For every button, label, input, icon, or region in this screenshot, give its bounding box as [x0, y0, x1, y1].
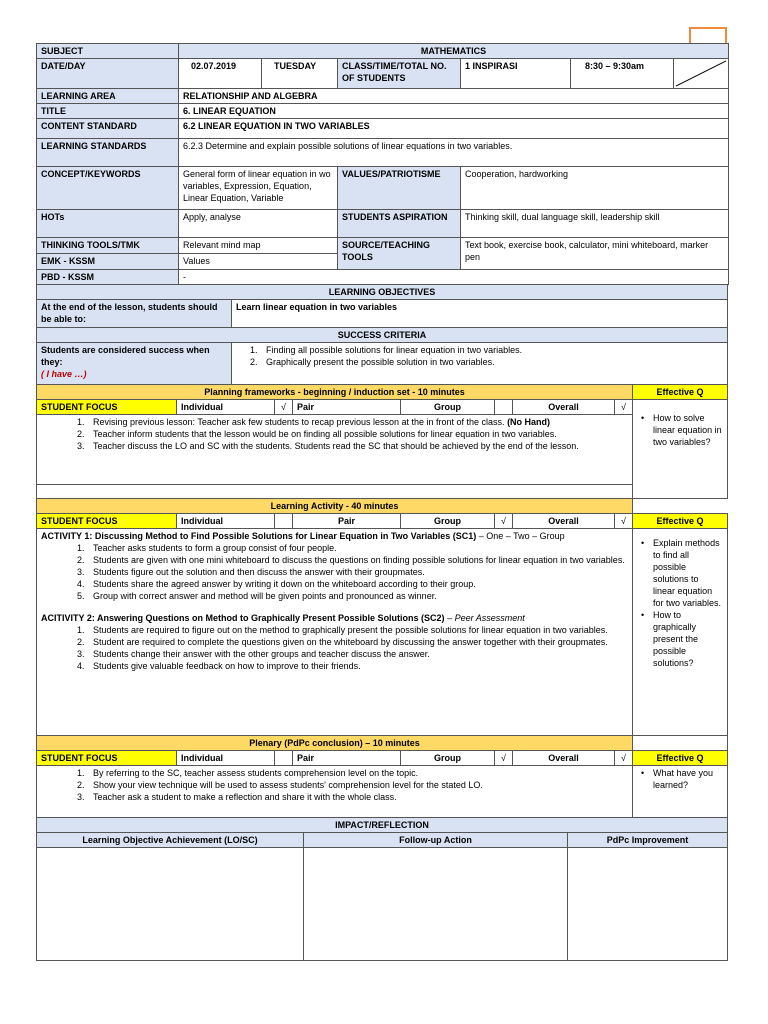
planning-question-cell [633, 400, 728, 499]
impact-lo-cell[interactable] [37, 848, 304, 961]
activity1-suffix: – One – Two – Group [476, 531, 565, 541]
impact-heading: IMPACT/REFLECTION [37, 818, 728, 833]
plenary-question-cell [633, 766, 728, 818]
effective-q-label-3: Effective Q [633, 751, 728, 766]
group-tick: √ [495, 751, 513, 766]
objectives-lead: At the end of the lesson, students should be able to: [37, 300, 232, 328]
planning-item [87, 416, 628, 428]
activity2-suffix: – Peer Assessment [444, 613, 525, 623]
header-table [36, 43, 729, 285]
student-focus-label-2: STUDENT FOCUS [37, 514, 177, 529]
plenary-question: • What have you learned? [651, 767, 723, 791]
success-item: 1. Finding all possible solutions for linear equation in two variables. [260, 344, 723, 356]
class-value: 1 INSPIRASI [461, 59, 571, 89]
focus-individual-label: Individual [177, 751, 275, 766]
date-label: DATE/DAY [37, 59, 179, 89]
focus-individual-label: Individual [177, 514, 275, 529]
activity1-title: ACTIVITY 1: Discussing Method to Find Possible Solutions for Linear Equation in Two Variables (SC1) [41, 531, 477, 541]
values-value: Cooperation, hardworking [461, 167, 729, 210]
subject-value: MATHEMATICS [179, 44, 729, 59]
class-label: CLASS/TIME/TOTAL NO. OF STUDENTS [338, 59, 461, 89]
activity1-item: 1. Teacher asks students to form a group consist of four people. [87, 542, 628, 554]
activity-content [37, 529, 633, 736]
individual-tick: √ [275, 400, 293, 415]
activity-question: • Explain methods to find all possible solutions to linear equation for two variables. [651, 537, 723, 609]
impact-col-followup: Follow-up Action [304, 833, 568, 848]
emk-label: EMK - KSSM [37, 254, 179, 270]
planning-item-text: Revising previous lesson: Teacher ask few students to recap previous lesson at the in front of the class. [93, 417, 508, 427]
success-lead-cell [37, 343, 232, 385]
overall-tick: √ [615, 751, 633, 766]
objectives-heading: LEARNING OBJECTIVES [37, 285, 728, 300]
source-value: Text book, exercise book, calculator, mini whiteboard, marker pen [461, 238, 729, 270]
activity2-item: 2. Student are required to complete the questions given on the whiteboard by discussing the answer together with their groupmates. [87, 636, 628, 648]
blank-diagonal-cell [674, 59, 729, 89]
concept-value: General form of linear equation in wo variables, Expression, Equation, Linear Equation, Variable [179, 167, 338, 210]
planning-question: • How to solve linear equation in two variables? [651, 412, 723, 448]
focus-pair-label: Pair [293, 514, 401, 529]
hots-label: HOTs [37, 210, 179, 238]
impact-table [36, 817, 728, 961]
focus-pair-label: Pair [293, 400, 401, 415]
focus-pair-label: Pair [293, 751, 401, 766]
focus-group-label: Group [401, 400, 495, 415]
focus-individual-label: Individual [177, 400, 275, 415]
hots-value: Apply, analyse [179, 210, 338, 238]
activity-question: • How to graphically present the possible solutions? [651, 609, 723, 669]
overall-tick: √ [615, 400, 633, 415]
success-heading: SUCCESS CRITERIA [37, 328, 728, 343]
planning-heading: Planning frameworks - beginning / induction set - 10 minutes [37, 385, 633, 400]
planning-content [37, 415, 633, 485]
individual-tick-empty [275, 751, 293, 766]
activity2-title: ACITIVITY 2: Answering Questions on Method to Graphically Present Possible Solutions (SC2) [41, 613, 445, 623]
activity2-item: 4. Students give valuable feedback on how to improve to their friends. [87, 660, 628, 672]
individual-tick-empty [275, 514, 293, 529]
activity2-title-line [41, 612, 628, 624]
plenary-item: 2. Show your view technique will be used to assess students' comprehension level for the stated LO. [87, 779, 628, 791]
activity1-item: 4. Students share the agreed answer by writing it down on the whiteboard according to their group. [87, 578, 628, 590]
emk-value: Values [179, 254, 338, 270]
tools-label: THINKING TOOLS/TMK [37, 238, 179, 254]
objectives-text: Learn linear equation in two variables [232, 300, 728, 328]
tools-value: Relevant mind map [179, 238, 338, 254]
pbd-label: PBD - KSSM [37, 270, 179, 285]
planning-spacer [37, 485, 633, 499]
lesson-plan-page [36, 43, 728, 994]
group-tick: √ [495, 514, 513, 529]
planning-item: 2. Teacher inform students that the lesson would be on finding all possible solutions for linear equation in two variables. [87, 428, 628, 440]
area-value: RELATIONSHIP AND ALGEBRA [179, 89, 729, 104]
subject-label: SUBJECT [37, 44, 179, 59]
area-label: LEARNING AREA [37, 89, 179, 104]
activity1-item: 2. Students are given with one mini whiteboard to discuss the questions on finding possible solutions for linear equation in two variables. [87, 554, 628, 566]
day-value: TUESDAY [262, 59, 338, 89]
impact-col-lo: Learning Objective Achievement (LO/SC) [37, 833, 304, 848]
plenary-item: 3. Teacher ask a student to make a reflection and share it with the whole class. [87, 791, 628, 803]
title-label: TITLE [37, 104, 179, 119]
focus-overall-label: Overall [513, 400, 615, 415]
impact-col-improvement: PdPc Improvement [568, 833, 728, 848]
student-focus-label-3: STUDENT FOCUS [37, 751, 177, 766]
aspiration-value: Thinking skill, dual language skill, leadership skill [461, 210, 729, 238]
concept-label: CONCEPT/KEYWORDS [37, 167, 179, 210]
activities-table [36, 384, 728, 818]
effective-q-label-2: Effective Q [633, 514, 728, 529]
plenary-heading: Plenary (PdPc conclusion) – 10 minutes [37, 736, 633, 751]
focus-overall-label: Overall [513, 514, 615, 529]
values-label: VALUES/PATRIOTISME [338, 167, 461, 210]
planning-item: 3. Teacher discuss the LO and SC with the students. Students read the SC that should be achieved by the end of the lesson. [87, 440, 628, 452]
pbd-value: - [179, 270, 729, 285]
activity-heading: Learning Activity - 40 minutes [37, 499, 633, 514]
aspiration-label: STUDENTS ASPIRATION [338, 210, 461, 238]
success-lead: Students are considered success when they: [41, 345, 210, 367]
date-value: 02.07.2019 [179, 59, 262, 89]
effective-q-label-1: Effective Q [633, 385, 728, 400]
learning-standards-label: LEARNING STANDARDS [37, 139, 179, 167]
plenary-heading-blank [633, 736, 728, 751]
activity1-item: 3. Students figure out the solution and then discuss the answer with their groupmates. [87, 566, 628, 578]
content-standard-value: 6.2 LINEAR EQUATION IN TWO VARIABLES [179, 119, 729, 139]
focus-overall-label: Overall [513, 751, 615, 766]
student-focus-label-1: STUDENT FOCUS [37, 400, 177, 415]
focus-group-label: Group [401, 514, 495, 529]
activity2-item: 1. Students are required to figure out on the method to graphically present the possible solutions for linear equation in two variables. [87, 624, 628, 636]
time-value: 8:30 – 9:30am [571, 59, 674, 89]
title-value: 6. LINEAR EQUATION [179, 104, 729, 119]
success-list-cell [232, 343, 728, 385]
plenary-content [37, 766, 633, 818]
impact-improvement-cell[interactable] [568, 848, 728, 961]
planning-item-bold: (No Hand) [507, 417, 551, 427]
activity1-title-line [41, 530, 628, 542]
activity-question-cell [633, 529, 728, 736]
content-standard-label: CONTENT STANDARD [37, 119, 179, 139]
plenary-item: 1. By referring to the SC, teacher assess students comprehension level on the topic. [87, 767, 628, 779]
focus-group-label: Group [401, 751, 495, 766]
success-item: 2. Graphically present the possible solution in two variables. [260, 356, 723, 368]
objectives-table [36, 284, 728, 385]
activity1-item: 5. Group with correct answer and method will be given points and pronounced as winner. [87, 590, 628, 602]
success-lead-note: ( I have …) [41, 369, 87, 379]
activity2-item: 3. Students change their answer with the other groups and teacher discuss the answer. [87, 648, 628, 660]
impact-followup-cell[interactable] [304, 848, 568, 961]
overall-tick: √ [615, 514, 633, 529]
source-label: SOURCE/TEACHING TOOLS [338, 238, 461, 270]
learning-standards-value: 6.2.3 Determine and explain possible solutions of linear equations in two variables. [179, 139, 729, 167]
group-tick-empty [495, 400, 513, 415]
